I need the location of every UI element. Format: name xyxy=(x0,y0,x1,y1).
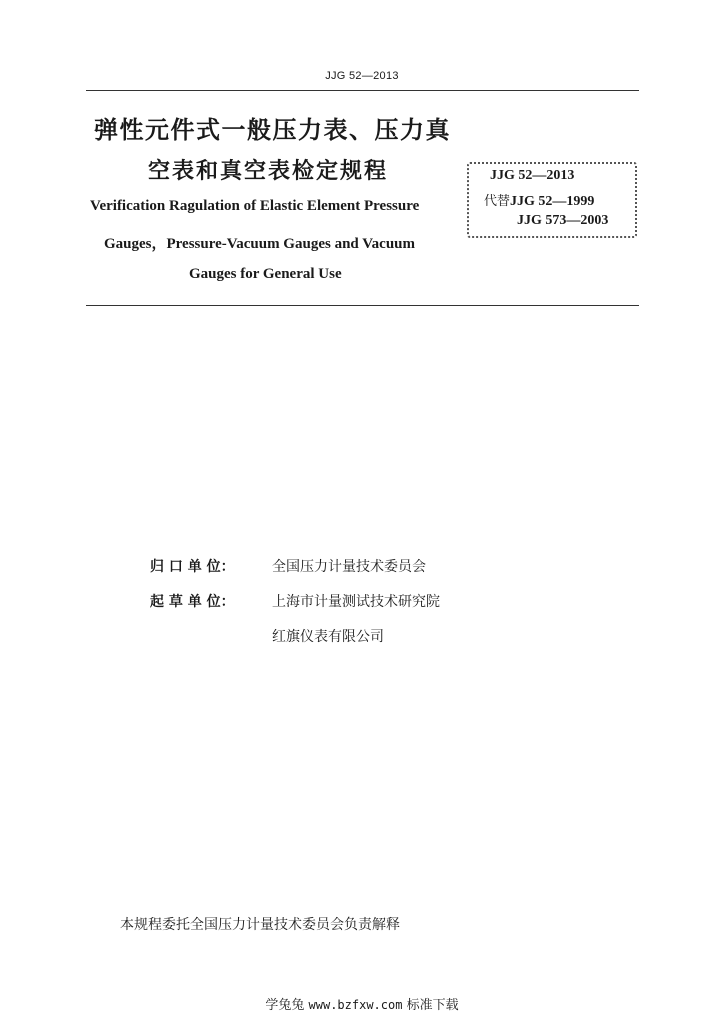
watermark-suffix: 标准下载 xyxy=(406,998,459,1013)
title-chinese-line-2: 空表和真空表检定规程 xyxy=(148,159,389,184)
title-english-line-1: Verification Ragulation of Elastic Element Pressure xyxy=(90,198,420,214)
running-header: JJG 52—2013 xyxy=(325,70,399,82)
watermark-url[interactable]: www.bzfxw.com xyxy=(308,998,403,1012)
responsible-unit-value: 全国压力计量技术委员会 xyxy=(272,559,426,575)
drafting-unit-label: 起 草 单 位： xyxy=(150,594,235,610)
title-section-rule xyxy=(86,305,639,306)
title-english-line-2: Gauges，Pressure-Vacuum Gauges and Vacuum xyxy=(104,236,416,252)
responsible-unit-label: 归 口 单 位： xyxy=(150,559,235,575)
watermark xyxy=(0,994,724,1013)
title-english-line-3: Gauges for General Use xyxy=(189,266,342,282)
standard-code-current: JJG 52—2013 xyxy=(490,168,575,183)
drafting-unit-value-2: 红旗仪表有限公司 xyxy=(272,629,384,645)
replaced-code-2: JJG 573—2003 xyxy=(517,213,609,228)
title-chinese-line-1: 弹性元件式一般压力表、压力真 xyxy=(94,116,451,144)
header-rule xyxy=(86,90,639,91)
watermark-site-name: 学兔兔 xyxy=(265,998,305,1013)
replaced-code-1: JJG 52—1999 xyxy=(510,194,595,209)
interpretation-note: 本规程委托全国压力计量技术委员会负责解释 xyxy=(120,917,400,933)
replaces-prefix: 代替 xyxy=(484,194,511,209)
standard-code-replaces xyxy=(484,190,594,210)
drafting-unit-value-1: 上海市计量测试技术研究院 xyxy=(272,594,440,610)
